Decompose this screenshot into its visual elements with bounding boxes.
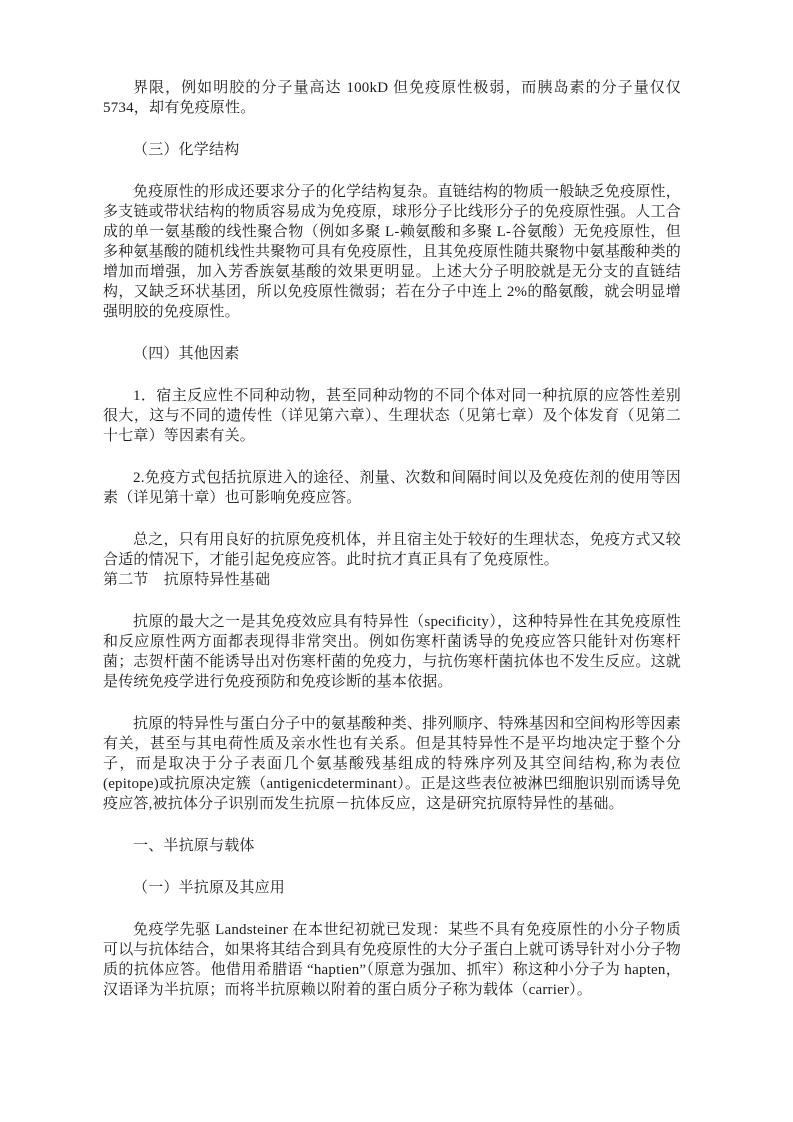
subheading-other-factors: （四）其他因素 bbox=[133, 346, 240, 362]
paragraph: 免疫学先驱 Landsteiner 在本世纪初就已发现：某些不具有免疫原性的小分子物质可以与抗体结合，如果将其结合到具有免疫原性的大分子蛋白上就可诱导针对小分子物质的抗体应答。他借用希腊语 “haptien”（原意为强加、抓牢）称这种小分子为 hapten，汉语译为半抗原；而将半抗原赖以附着的蛋白质分子称为载体（carrier）。 bbox=[103, 922, 681, 998]
paragraph: 抗原的最大之一是其免疫效应具有特异性（specificity），这种特异性在其免疫原性和反应原性两方面都表现得非常突出。例如伤寒杆菌诱导的免疫应答只能针对伤寒杆菌；志贺杆菌不能诱导出对伤寒杆菌的免疫力，与抗伤寒杆菌抗体也不发生反应。这就是传统免疫学进行免疫预防和免疫诊断的基本依据。 bbox=[103, 614, 681, 690]
subheading-hapten-and-carrier: 一、半抗原与载体 bbox=[133, 838, 255, 854]
paragraph: 抗原的特异性与蛋白分子中的氨基酸种类、排列顺序、特殊基因和空间构形等因素有关，甚至与其电荷性质及亲水性也有关系。但是其特异性不是平均地决定于整个分子，而是取决于分子表面几个氨基酸残基组成的特殊序列及其空间结构,称为表位(epitope)或抗原决定簇（antigenicdeterminant）。正是这些表位被淋巴细胞识别而诱导免疫应答,被抗体分子识别而发生抗原－抗体反应，这是研究抗原特异性的基础。 bbox=[103, 716, 681, 812]
subheading-hapten-application: （一）半抗原及其应用 bbox=[133, 880, 286, 896]
paragraph-summary: 总之，只有用良好的抗原免疫机体，并且宿主处于较好的生理状态，免疫方式又较合适的情况下，才能引起免疫应答。此时抗才真正具有了免疫原性。 bbox=[103, 532, 681, 568]
section-heading-antigen-specificity: 第二节 抗原特异性基础 bbox=[103, 572, 271, 588]
paragraph-list-item-1: 1．宿主反应性不同种动物，甚至同种动物的不同个体对同一种抗原的应答性差别很大，这与不同的遗传性（详见第六章）、生理状态（见第七章）及个体发育（见第二十七章）等因素有关。 bbox=[103, 388, 681, 444]
paragraph: 界限，例如明胶的分子量高达 100kD 但免疫原性极弱，而胰岛素的分子量仅仅 5734，却有免疫原性。 bbox=[103, 80, 681, 116]
document-content bbox=[103, 78, 681, 1022]
paragraph: 免疫原性的形成还要求分子的化学结构复杂。直链结构的物质一般缺乏免疫原性，多支链或带状结构的物质容易成为免疫原，球形分子比线形分子的免疫原性强。人工合成的单一氨基酸的线性聚合物（例如多聚 L-赖氨酸和多聚 L-谷氨酸）无免疫原性，但多种氨基酸的随机线性共聚物可具有免疫原性，且其免疫原性随共聚物中氨基酸种类的增加而增强，加入芳香族氨基酸的效果更明显。上述大分子明胶就是无分支的直链结构，又缺乏环状基团，所以免疫原性微弱；若在分子中连上 2%的酪氨酸，就会明显增强明胶的免疫原性。 bbox=[103, 184, 681, 320]
subheading-chemical-structure: （三）化学结构 bbox=[133, 142, 240, 158]
paragraph-list-item-2: 2.免疫方式包括抗原进入的途径、剂量、次数和间隔时间以及免疫佐剂的使用等因素（详见第十章）也可影响免疫应答。 bbox=[103, 470, 681, 506]
